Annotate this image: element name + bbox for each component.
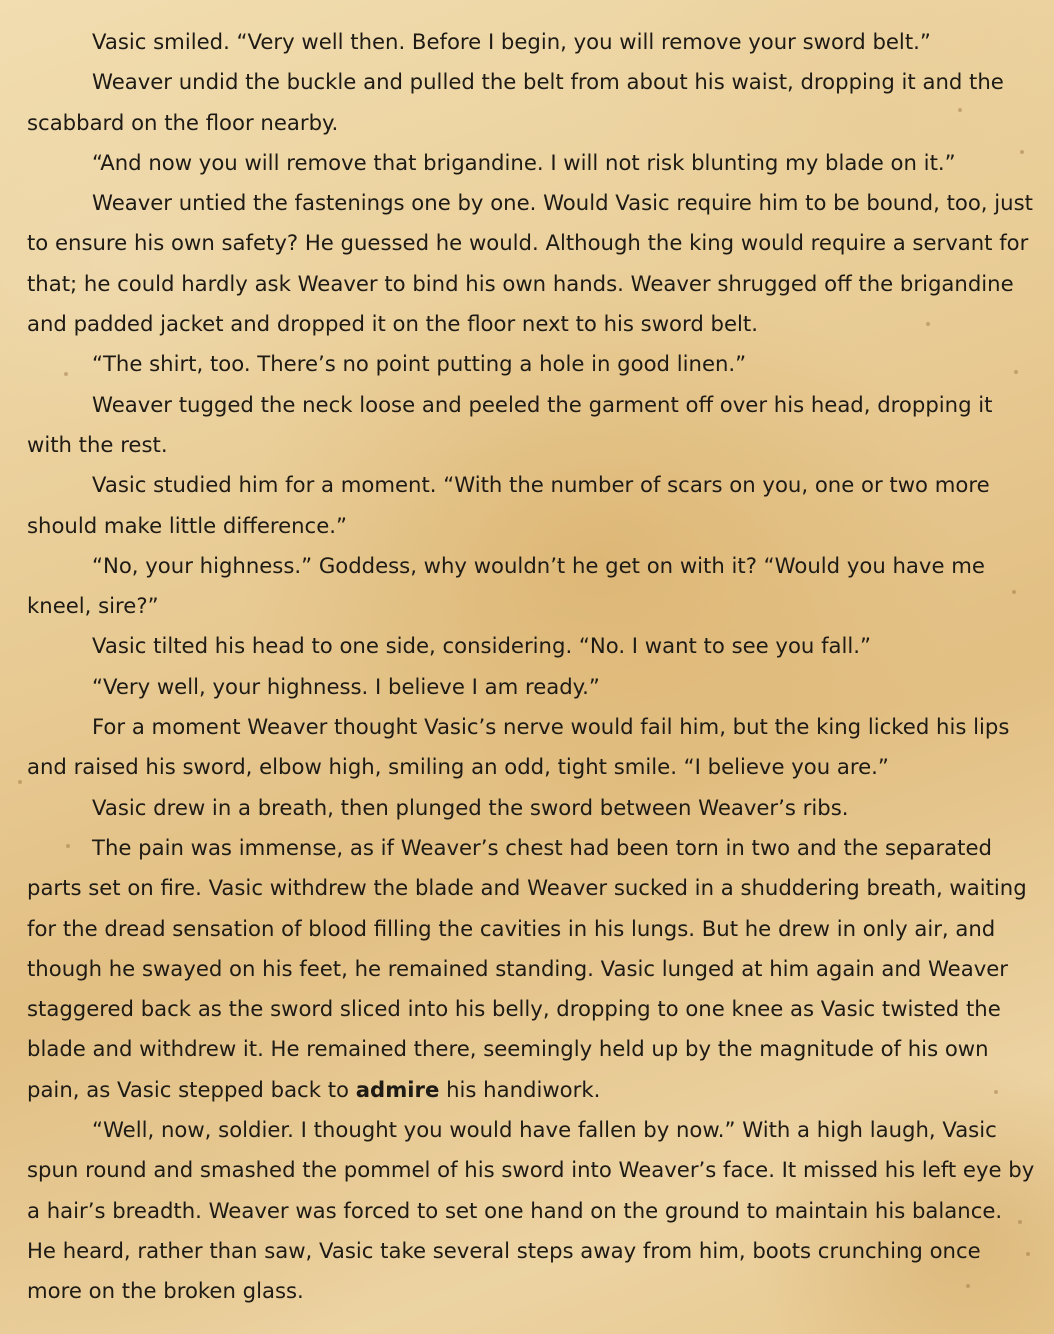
paragraph-12: Vasic drew in a breath, then plunged the sword between Weaver’s ribs. bbox=[92, 794, 849, 820]
paragraph-6: Weaver tugged the neck loose and peeled the garment off over his head, dropping it with the rest. bbox=[27, 391, 993, 457]
paragraph-10: “Very well, your highness. I believe I am ready.” bbox=[92, 673, 600, 699]
paragraph-4: Weaver untied the fastenings one by one. Would Vasic require him to be bound, too, just to ensure his own safety? He guessed he would. Although the king would require a servant for that; he could hardly ask Weaver to bind his own hands. Weaver shrugged off the brigandine and padded jacket and dropped it on the floor next to his sword belt. bbox=[27, 190, 1033, 337]
parchment-speck bbox=[18, 780, 22, 784]
paragraph-14: “Well, now, soldier. I thought you would have fallen by now.” With a high laugh, Vasic spun round and smashed the pommel of his sword into Weaver’s face. It missed his left eye by a hair’s breadth. Weaver was forced to set one hand on the ground to maintain his balance. He heard, rather than saw, Vasic take several steps away from him, boots crunching once more on the broken glass. bbox=[27, 1117, 1035, 1304]
bold-word: admire bbox=[355, 1076, 440, 1102]
paragraph-7: Vasic studied him for a moment. “With the number of scars on you, one or two more should make little difference.” bbox=[27, 472, 990, 538]
paragraph-9: Vasic tilted his head to one side, considering. “No. I want to see you fall.” bbox=[92, 633, 872, 659]
paragraph-5: “The shirt, too. There’s no point putting a hole in good linen.” bbox=[92, 351, 747, 377]
paragraph-11: For a moment Weaver thought Vasic’s nerve would fail him, but the king licked his lips and raised his sword, elbow high, smiling an odd, tight smile. “I believe you are.” bbox=[27, 714, 1010, 780]
paragraph-1: Vasic smiled. “Very well then. Before I begin, you will remove your sword belt.” bbox=[92, 29, 931, 54]
book-page-text bbox=[27, 22, 1037, 1312]
paragraph-8: “No, your highness.” Goddess, why wouldn’t he get on with it? “Would you have me kneel, sire?” bbox=[27, 552, 985, 619]
paragraph-3: “And now you will remove that brigandine. I will not risk blunting my blade on it.” bbox=[92, 149, 956, 175]
paragraph-2: Weaver undid the buckle and pulled the belt from about his waist, dropping it and the scabbard on the floor nearby. bbox=[27, 69, 1004, 135]
paragraph-13 bbox=[27, 828, 1037, 1110]
paragraph-13-text: The pain was immense, as if Weaver’s chest had been torn in two and the separated parts set on fire. Vasic withdrew the blade and Weaver sucked in a shuddering breath, waiting for the dread sensation of blood filling the cavities in his lungs. But he drew in only air, and though he swayed on his feet, he remained standing. Vasic lunged at him again and Weaver staggered back as the sword sliced into his belly, dropping to one knee as Vasic twisted the blade and withdrew it. He remained there, seemingly held up by the magnitude of his own pain, as Vasic stepped back to bbox=[27, 834, 1027, 1102]
paragraph-13-ending: his handiwork. bbox=[439, 1076, 601, 1102]
